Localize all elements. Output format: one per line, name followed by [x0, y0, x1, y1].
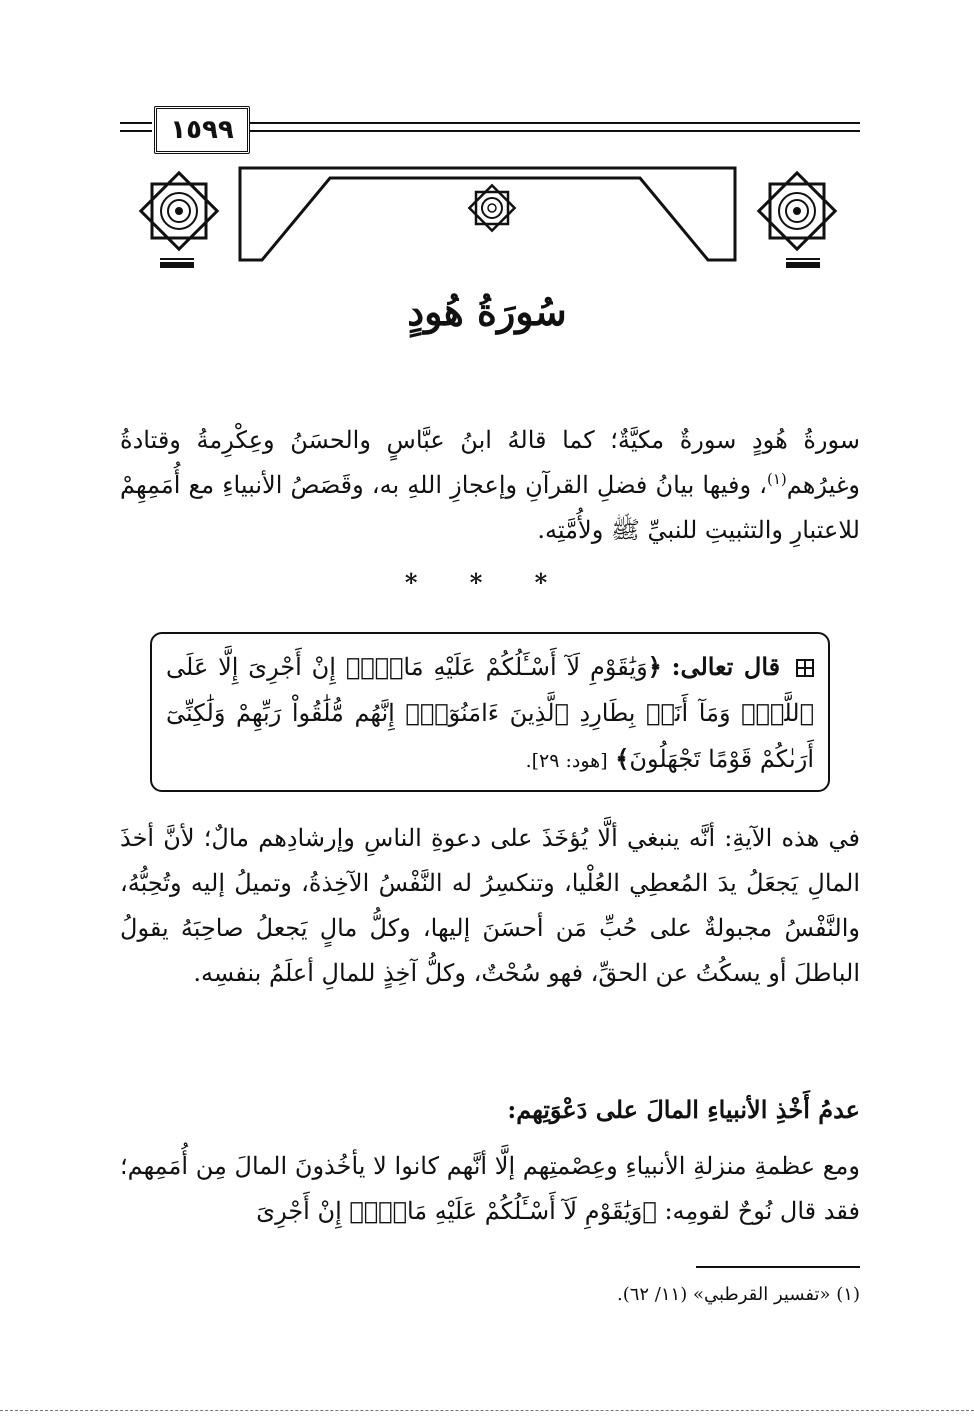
- page-bottom-edge: [0, 1410, 974, 1413]
- footnote-reference[interactable]: (١): [766, 470, 787, 488]
- verse-box: [150, 632, 830, 792]
- footnote-divider: [696, 1266, 860, 1268]
- verse-intro: قال تعالى:: [671, 652, 781, 681]
- section-separator: * * *: [404, 568, 570, 597]
- surah-title: سُورَةُ هُودٍ: [407, 289, 567, 334]
- page-number: ١٥٩٩: [170, 115, 234, 145]
- intro-text-a: سورةُ هُودٍ سورةٌ مكيَّةٌ؛ كما قالهُ ابنُ عبَّاسٍ والحسَنُ وعِكْرِمةُ وقتادةُ وغيرُهم: [120, 426, 860, 499]
- quran-verse-text: وَيَٰقَوْمِ لَآ أَسْـَٔلُكُمْ عَلَيْهِ مَالًاۖ إِنْ أَجْرِىَ إِلَّا عَلَى ٱللَّهِۚ وَمَآ أَنَا۠ بِطَارِدِ ٱلَّذِينَ ءَامَنُوٓاْۚ إِنَّهُم مُّلَٰقُواْ رَبِّهِمْ وَلَٰكِنِّىٓ أَرَىٰكُمْ قَوْمًا تَجْهَلُونَ: [166, 653, 814, 773]
- section-heading: عدمُ أَخْذِ الأنبياءِ المالَ على دَعْوَتِهم:: [507, 1095, 860, 1124]
- page-header: [0, 0, 974, 300]
- continuation-text: ومع عظمةِ منزلةِ الأنبياءِ وعِصْمتِهم إلَّا أنَّهم كانوا لا يأخُذونَ المالَ مِن أُمَمِهم؛ فقد قال نُوحٌ لقومِه:: [120, 1152, 860, 1225]
- footnote: [120, 1280, 860, 1310]
- footnote-text: «تفسير القرطبي» (١١/ ٦٢).: [616, 1284, 831, 1305]
- commentary-paragraph: في هذه الآيةِ: أنَّه ينبغي ألَّا يُؤخَذَ على دعوةِ الناسِ وإرشادِهم مالٌ؛ لأنَّ أخذَ المالِ يَجعَلُ يدَ المُعطِي العُلْيا، وتنكسِرُ له النَّفْسُ الآخِذةُ، وتميلُ إليه وتُحِبُّهُ، والنَّفْسُ مجبولةٌ على حُبِّ مَن أحسَنَ إليها، وكلُّ مالٍ يَجعلُ صاحِبَهُ يقولُ الباطلَ أو يسكُتُ عن الحقِّ، فهو سُحْتٌ، وكلُّ آخِذٍ للمالِ أعلَمُ بنفسِه.: [120, 824, 860, 987]
- intro-paragraph: [120, 418, 860, 553]
- left-octagram-ornament-icon: [138, 170, 220, 252]
- intro-text-b: ، وفيها بيانُ فضلِ القرآنِ وإعجازِ اللهِ به، وقَصَصُ الأنبياءِ مع أُمَمِهِمْ للاعتبارِ والتثبيتِ للنبيِّ ﷺ ولأُمَّتِه.: [120, 471, 860, 544]
- right-octagram-ornament-icon: [756, 170, 838, 252]
- center-octagram-ornament-icon: [466, 182, 518, 234]
- continuation-paragraph: [120, 1144, 860, 1234]
- verse-marker-icon: [796, 659, 814, 677]
- continuation-quote: ﴿وَيَٰقَوْمِ لَآ أَسْـَٔلُكُمْ عَلَيْهِ مَالًاۖ إِنْ أَجْرِىَ: [256, 1197, 657, 1225]
- header-ornament-frame: [0, 0, 974, 300]
- footnote-number: (١): [836, 1284, 860, 1305]
- verse-open-bracket: ﴿: [647, 652, 662, 681]
- verse-close-bracket: ﴾: [615, 744, 630, 773]
- verse-reference: [هود: ٢٩].: [525, 750, 608, 772]
- page-number-box: [154, 106, 250, 154]
